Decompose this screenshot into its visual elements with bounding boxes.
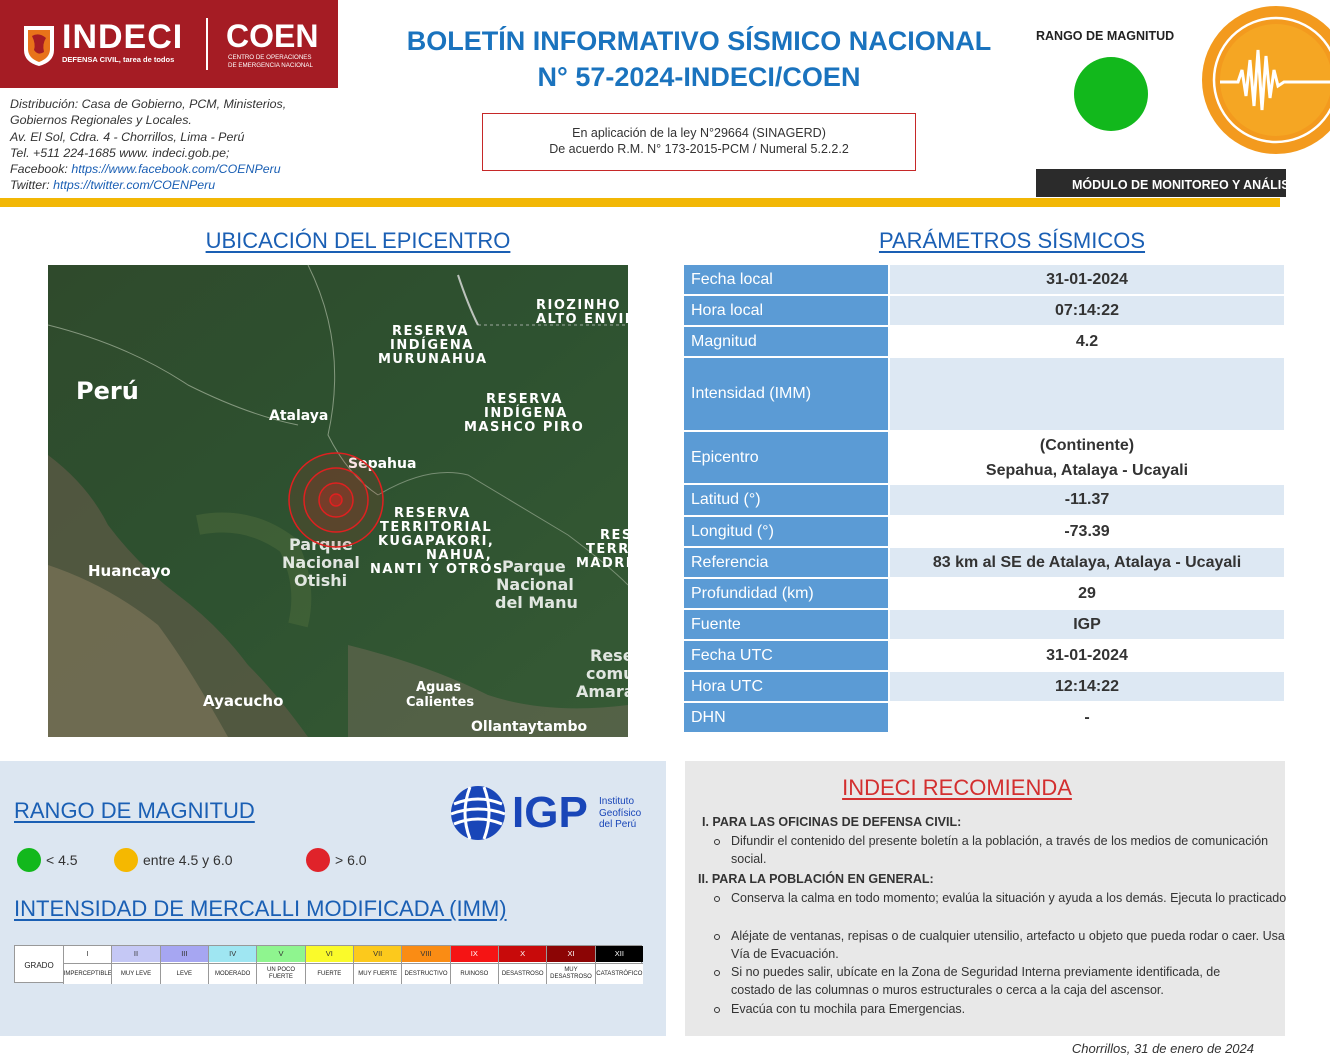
rec-item: Aléjate de ventanas, repisas o de cualquier utensilio, artefacto u objeto que pueda rodar o caer. Usa [731,929,1285,943]
twitter-link[interactable]: https://twitter.com/COENPeru [53,178,216,193]
igp-logo-text: IGP [512,788,588,837]
mercalli-description: LEVE [161,963,208,984]
rec-item-continuation: Vía de Evacuación. [731,947,839,961]
mercalli-level [595,946,643,984]
param-label: Longitud (°) [684,517,888,548]
map-label-res-2: TERR [586,542,630,557]
param-label: Epicentro [684,432,888,485]
coen-sub-line-2: DE EMERGENCIA NACIONAL [228,61,313,69]
map-label-kuga-5: NANTI Y OTROS [370,562,504,577]
param-value: - [890,703,1284,734]
param-label: Hora UTC [684,672,888,703]
rec-section-2: II. PARA LA POBLACIÓN EN GENERAL: [698,872,934,886]
map-label-otishi-1: Parque [289,535,353,554]
map-label-peru: Perú [76,377,139,405]
epicentro-section-title: UBICACIÓN DEL EPICENTRO [205,228,511,253]
param-label: DHN [684,703,888,734]
igp-sub-1: Instituto [599,796,635,807]
header-separator [0,198,1280,207]
mercalli-level [256,946,304,984]
param-value: 12:14:22 [890,672,1284,703]
map-label-riozinho-2: ALTO ENVIR [536,312,637,327]
map-label-murunahua-1: RESERVA [392,324,469,339]
map-label-mashco-3: MASHCO PIRO [464,420,585,435]
mercalli-description: DESASTROSO [499,963,546,984]
magnitude-high-label: > 6.0 [335,852,367,868]
contact-line-2: Gobiernos Regionales y Locales. [10,113,192,128]
map-label-manu-1: Parque [502,557,566,576]
law-line-2: De acuerdo R.M. N° 173-2015-PCM / Numeral 5.2.2.2 [549,142,849,156]
map-label-rese-3: Amara [576,682,635,701]
map-label-otishi-2: Nacional [282,553,360,572]
mercalli-description: MODERADO [209,963,256,984]
mercalli-grade: V [257,946,304,962]
contact-line-4: Tel. +511 224-1685 www. indeci.gob.pe; [10,145,230,160]
modulo-monitoreo-bar: MÓDULO DE MONITOREO Y ANÁLISIS [1036,169,1286,197]
mercalli-grade: VI [306,946,353,962]
param-label: Referencia [684,548,888,579]
map-label-kuga-2: TERRITORIAL [380,520,493,535]
mercalli-level [498,946,546,984]
mercalli-description: DESTRUCTIVO [402,963,449,984]
facebook-link[interactable]: https://www.facebook.com/COENPeru [71,162,281,177]
bullet-icon [714,934,720,940]
map-label-murunahua-2: INDÍGENA [390,338,474,353]
table-row [684,703,1284,734]
bullet-icon [714,1007,720,1013]
magnitude-green-dot [17,848,41,872]
mercalli-grade: III [161,946,208,962]
mercalli-grade: VIII [402,946,449,962]
map-label-riozinho-1: RIOZINHO D [536,298,640,313]
mercalli-grade: II [112,946,159,962]
rec-item-continuation: social. [731,852,767,866]
param-value: -73.39 [890,517,1284,548]
table-row [684,641,1284,672]
mercalli-level [546,946,594,984]
param-value [890,432,1284,485]
magnitude-indicator-circle [1074,57,1148,131]
mercalli-grade: I [64,946,111,962]
epicentro-line-1: (Continente) [1039,436,1135,454]
mercalli-grade: IV [209,946,256,962]
mercalli-title: INTENSIDAD DE MERCALLI MODIFICADA (IMM) [14,896,507,921]
map-label-manu-2: Nacional [496,575,574,594]
bullet-icon [714,896,720,902]
param-label: Fecha UTC [684,641,888,672]
rec-item: Conserva la calma en todo momento; evalúa la situación y ayuda a los demás. Ejecuta lo practicado [731,891,1287,905]
mercalli-grade: XII [596,946,643,962]
table-row [684,610,1284,641]
rango-magnitud-header-label: RANGO DE MAGNITUD [1036,29,1175,43]
map-label-otishi-3: Otishi [294,571,348,590]
mercalli-description: MUY LEVE [112,963,159,984]
mercalli-level [63,946,111,984]
igp-subtitle [599,796,641,831]
mercalli-description: FUERTE [306,963,353,984]
mercalli-description: MUY FUERTE [354,963,401,984]
map-label-kuga-4: NAHUA, [426,548,493,563]
seismograph-badge-icon [1200,10,1330,148]
param-label: Magnitud [684,327,888,358]
rec-item: Difundir el contenido del presente boletín a la población, a través de los medios de comunicación [731,834,1269,848]
map-label-res-1: RES [600,528,633,543]
contact-info [10,96,340,194]
contact-line-1: Distribución: Casa de Gobierno, PCM, Ministerios, [10,97,287,111]
param-label: Profundidad (km) [684,579,888,610]
mercalli-level [401,946,449,984]
map-label-atalaya: Atalaya [269,408,329,424]
twitter-label: Twitter: [10,178,54,193]
recommendations-title: INDECI RECOMIENDA [842,775,1072,800]
table-row [684,358,1284,432]
indeci-tagline: DEFENSA CIVIL, tarea de todos [62,55,175,64]
rec-section-1: I. PARA LAS OFICINAS DE DEFENSA CIVIL: [702,815,962,829]
param-label: Fecha local [684,265,888,296]
coen-logo-text: COEN [226,18,319,54]
table-row [684,485,1284,517]
coen-subtitle [228,54,328,69]
table-row [684,579,1284,610]
mercalli-grade: IX [451,946,498,962]
map-label-aguas-2: Calientes [406,695,475,710]
map-label-huancayo: Huancayo [88,562,171,580]
table-row [684,517,1284,548]
param-label: Fuente [684,610,888,641]
igp-globe-icon [448,784,508,842]
rec-item: Si no puedes salir, ubícate en la Zona de Seguridad Interna previamente identificada, de [731,965,1221,979]
magnitude-red-dot [306,848,330,872]
map-label-kuga-1: RESERVA [394,506,471,521]
epicenter-map [48,265,640,737]
mercalli-description: MUY DESASTROSO [547,963,594,984]
map-label-sepahua: Sepahua [348,456,417,472]
mercalli-level [450,946,498,984]
mercalli-level [353,946,401,984]
peru-seal-icon [20,22,58,68]
epicenter-marker [289,453,383,547]
bulletin-number: N° 57-2024-INDECI/COEN [537,62,861,92]
magnitude-mid-label: entre 4.5 y 6.0 [143,852,233,868]
mercalli-grade: XI [547,946,594,962]
igp-sub-2: Geofísico [599,807,642,819]
mercalli-description: IMPERCEPTIBLE [64,963,111,984]
param-value: 31-01-2024 [890,265,1284,296]
mercalli-level [111,946,159,984]
mercalli-level [305,946,353,984]
table-row [684,672,1284,703]
magnitude-low-label: < 4.5 [46,852,78,868]
mercalli-grade: VII [354,946,401,962]
logo-divider [206,18,208,70]
mercalli-description: RUINOSO [451,963,498,984]
param-value [890,358,1284,432]
epicentro-line-2: Sepahua, Atalaya - Ucayali [985,461,1189,479]
table-row [684,327,1284,358]
mercalli-level [208,946,256,984]
indeci-logo-text: INDECI [62,18,184,56]
param-value: 31-01-2024 [890,641,1284,672]
rango-magnitud-title: RANGO DE MAGNITUD [14,798,255,823]
map-label-rese-2: comu [586,664,635,683]
table-row [684,265,1284,296]
param-value: 83 km al SE de Atalaya, Atalaya - Ucayali [890,548,1284,579]
coen-sub-line-1: CENTRO DE OPERACIONES [228,54,312,61]
contact-twitter [10,177,340,193]
param-value: 07:14:22 [890,296,1284,327]
rec-item: Evacúa con tu mochila para Emergencias. [731,1002,966,1016]
param-label: Intensidad (IMM) [684,358,888,432]
parametros-section-title: PARÁMETROS SÍSMICOS [878,228,1146,253]
map-label-res-3: MADRE [576,556,637,571]
table-row [684,296,1284,327]
param-value: IGP [890,610,1284,641]
bullet-icon [714,839,720,845]
contact-line-3: Av. El Sol, Cdra. 4 - Chorrillos, Lima - Perú [10,129,245,144]
table-row [684,548,1284,579]
mercalli-level [160,946,208,984]
magnitude-yellow-dot [114,848,138,872]
map-label-mashco-1: RESERVA [486,392,563,407]
bulletin-title: BOLETÍN INFORMATIVO SÍSMICO NACIONAL [406,26,992,56]
map-label-murunahua-3: MURUNAHUA [378,352,488,367]
mercalli-scale [14,945,642,983]
map-label-manu-3: del Manu [495,593,578,612]
table-row [684,432,1284,485]
bullet-icon [714,970,720,976]
mercalli-description: UN POCO FUERTE [257,963,304,984]
map-label-ollantaytambo: Ollantaytambo [471,719,588,735]
param-label: Latitud (°) [684,485,888,517]
param-value: 4.2 [890,327,1284,358]
map-label-mashco-2: INDÍGENA [484,406,568,421]
param-value: 29 [890,579,1284,610]
map-label-aguas-1: Aguas [416,680,462,695]
footer-date: Chorrillos, 31 de enero de 2024 [1071,1041,1254,1056]
mercalli-description: CATASTRÓFICO [596,963,643,984]
map-label-kuga-3: KUGAPAKORI, [378,534,495,549]
map-label-rese-1: Rese [590,646,634,665]
facebook-label: Facebook: [10,162,72,177]
law-line-1: En aplicación de la ley N°29664 (SINAGERD) [572,126,826,140]
param-label: Hora local [684,296,888,327]
mercalli-grade: X [499,946,546,962]
rec-item-continuation: costado de las columnas o muros estructurales o cerca a la caja del ascensor. [731,983,1164,997]
igp-sub-3: del Perú [599,819,637,830]
mercalli-grado-label: GRADO [24,960,54,970]
param-value: -11.37 [890,485,1284,517]
law-reference-box [482,113,916,171]
map-label-ayacucho: Ayacucho [203,692,284,710]
contact-facebook [10,161,340,177]
